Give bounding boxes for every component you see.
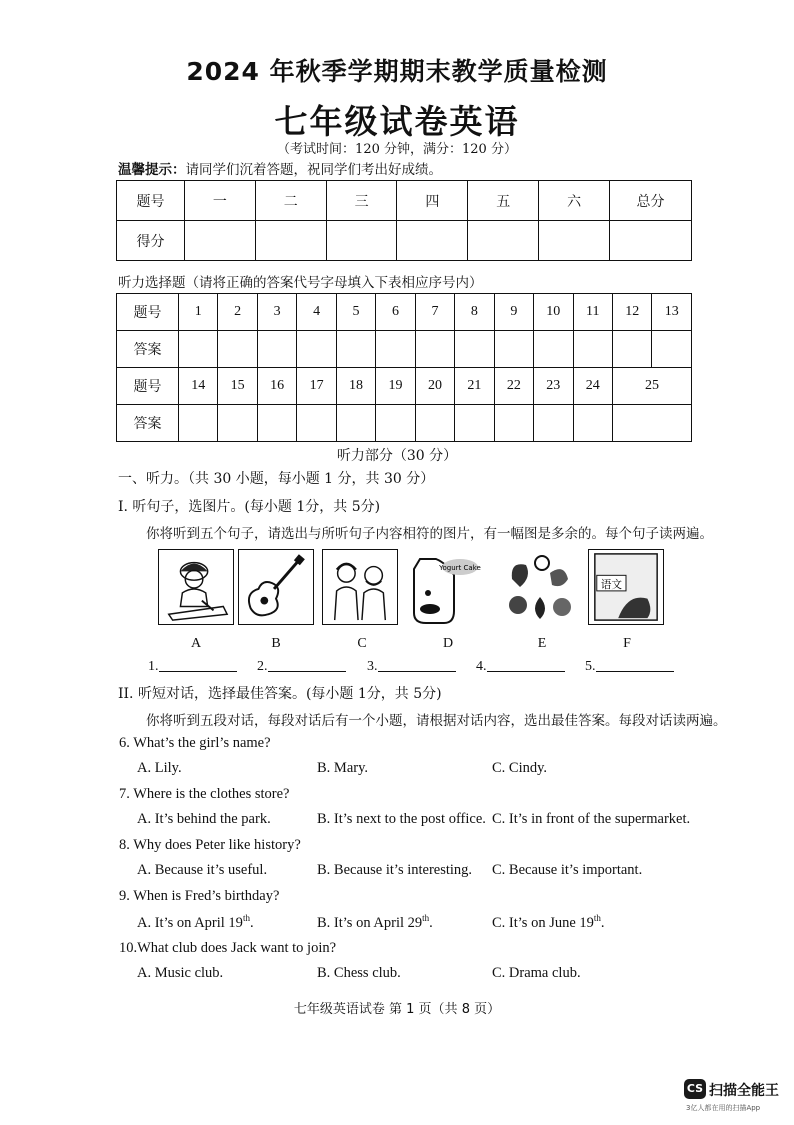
answer-cell[interactable] — [415, 331, 454, 368]
option-end: . — [249, 914, 254, 931]
picture-label: F — [623, 636, 631, 651]
sub2-instruction: 你将听到五段对话，每段对话后有一个小题，请根据对话内容，选出最佳答案。每段对话读两遍。 — [146, 713, 727, 729]
answer-cell[interactable] — [415, 405, 454, 442]
score-cell[interactable] — [468, 221, 539, 261]
picture-f — [588, 549, 664, 625]
answer-cell[interactable] — [652, 331, 692, 368]
question-number-cell: 21 — [455, 368, 494, 405]
score-header-cell: 三 — [326, 181, 397, 221]
answer-cell[interactable] — [218, 331, 257, 368]
score-header-cell: 题号 — [117, 181, 185, 221]
answer-row — [117, 331, 692, 368]
answer-cell[interactable] — [218, 405, 257, 442]
answer-cell[interactable] — [534, 331, 573, 368]
chinese-book-icon — [589, 550, 663, 624]
main-heading: 一、听力。（共 30 小题，每小题 1 分，共 30 分） — [118, 471, 435, 487]
question-number-cell: 25 — [612, 368, 691, 405]
answer-row-label: 答案 — [117, 331, 179, 368]
listening-part-title: 听力部分（30 分） — [336, 448, 458, 464]
score-header-cell: 五 — [468, 181, 539, 221]
answer-cell[interactable] — [179, 331, 218, 368]
option-c[interactable] — [492, 913, 605, 932]
question-number-cell: 22 — [494, 368, 533, 405]
question-number-cell: 20 — [415, 368, 454, 405]
score-row-label: 得分 — [117, 221, 185, 261]
sub2-heading: II. 听短对话，选择最佳答案。(每小题 1分，共 5分) — [118, 686, 442, 702]
number-row-label: 题号 — [117, 294, 179, 331]
listening-answer-table — [116, 293, 692, 442]
answer-cell[interactable] — [534, 405, 573, 442]
answer-blank[interactable] — [476, 657, 565, 675]
option-b[interactable]: B. It’s next to the post office. — [317, 811, 486, 827]
answer-cell[interactable] — [455, 331, 494, 368]
blank-number: 5. — [585, 659, 596, 674]
question-number-cell: 16 — [257, 368, 296, 405]
question-6: 6. What’s the girl’s name? — [119, 735, 271, 751]
picture-label: C — [357, 636, 367, 651]
score-row — [117, 221, 692, 261]
picture-c — [322, 549, 398, 625]
picture-label: A — [190, 636, 202, 651]
answer-cell[interactable] — [257, 405, 296, 442]
answer-cell[interactable] — [573, 405, 612, 442]
score-header-cell: 总分 — [610, 181, 692, 221]
question-number-cell: 15 — [218, 368, 257, 405]
question-number-cell: 18 — [336, 368, 375, 405]
listening-caption: 听力选择题（请将正确的答案代号字母填入下表相应序号内） — [118, 275, 483, 291]
answer-cell[interactable] — [494, 331, 533, 368]
tip — [118, 158, 442, 178]
score-table — [116, 180, 692, 261]
question-number-cell: 10 — [534, 294, 573, 331]
question-number-cell: 13 — [652, 294, 692, 331]
option-text: C. It’s on June 19 — [492, 914, 594, 931]
answer-cell[interactable] — [297, 331, 336, 368]
grandparents-icon — [323, 550, 397, 624]
picture-d — [406, 549, 482, 625]
tip-label: 温馨提示： — [118, 162, 186, 178]
option-b[interactable]: B. Chess club. — [317, 965, 401, 981]
answer-cell[interactable] — [376, 405, 415, 442]
ordinal-suffix: th — [242, 913, 250, 923]
score-cell[interactable] — [539, 221, 610, 261]
score-header-cell: 二 — [255, 181, 326, 221]
question-number-cell: 7 — [415, 294, 454, 331]
answer-cell[interactable] — [612, 405, 691, 442]
option-a[interactable]: A. It’s behind the park. — [137, 811, 271, 827]
option-a[interactable] — [137, 913, 254, 932]
question-number-cell: 9 — [494, 294, 533, 331]
number-row — [117, 294, 692, 331]
ordinal-suffix: th — [593, 913, 601, 923]
question-number-cell: 12 — [612, 294, 651, 331]
watermark-name: 扫描全能王 — [709, 1083, 779, 1099]
option-b[interactable] — [317, 913, 433, 932]
question-number-cell: 1 — [179, 294, 218, 331]
sub1-heading: I. 听句子，选图片。(每小题 1分，共 5分) — [118, 499, 381, 515]
score-header-cell: 六 — [539, 181, 610, 221]
option-end: . — [600, 914, 605, 931]
question-8: 8. Why does Peter like history? — [119, 837, 301, 853]
picture-label: E — [537, 636, 547, 651]
blank-number: 1. — [148, 659, 159, 674]
exam-title: 2024 年秋季学期期末教学质量检测 — [186, 57, 608, 86]
blank-number: 3. — [367, 659, 378, 674]
answer-cell[interactable] — [612, 331, 651, 368]
answer-cell[interactable] — [297, 405, 336, 442]
question-10: 10.What club does Jack want to join? — [119, 940, 337, 956]
ordinal-suffix: th — [422, 913, 430, 923]
answer-cell[interactable] — [336, 405, 375, 442]
option-text: A. It’s on April 19 — [137, 914, 243, 931]
question-7: 7. Where is the clothes store? — [119, 786, 290, 802]
option-text: B. It’s on April 29 — [317, 914, 423, 931]
question-number-cell: 6 — [376, 294, 415, 331]
score-cell[interactable] — [397, 221, 468, 261]
answer-blank[interactable] — [585, 657, 674, 675]
option-b[interactable]: B. Because it’s interesting. — [317, 862, 473, 878]
sub1-instruction: 你将听到五个句子，请选出与所听句子内容相符的图片，有一幅图是多余的。每个句子读两遍。 — [146, 526, 713, 542]
score-cell[interactable] — [255, 221, 326, 261]
score-header-cell: 一 — [185, 181, 256, 221]
question-number-cell: 5 — [336, 294, 375, 331]
answer-cell[interactable] — [573, 331, 612, 368]
picture-label: B — [271, 636, 281, 651]
score-cell[interactable] — [185, 221, 256, 261]
answer-cell[interactable] — [336, 331, 375, 368]
answer-row-label: 答案 — [117, 405, 179, 442]
exam-info: （考试时间：120 分钟，满分：120 分） — [277, 142, 517, 157]
question-number-cell: 24 — [573, 368, 612, 405]
blank-number: 2. — [257, 659, 268, 674]
answer-blank[interactable] — [257, 657, 346, 675]
exam-subtitle: 七年级试卷英语 — [274, 102, 520, 141]
answer-blank[interactable] — [367, 657, 456, 675]
score-cell[interactable] — [610, 221, 692, 261]
f-caption: 语文 — [600, 577, 623, 591]
option-end: . — [429, 914, 433, 931]
picture-label: D — [442, 636, 454, 651]
option-a[interactable]: A. Music club. — [137, 965, 224, 981]
question-number-cell: 19 — [376, 368, 415, 405]
girl-writing-icon — [159, 550, 233, 624]
question-number-cell: 4 — [297, 294, 336, 331]
answer-cell[interactable] — [455, 405, 494, 442]
option-c[interactable]: C. Cindy. — [492, 760, 548, 776]
number-row-label: 题号 — [117, 368, 179, 405]
vegetables-icon — [502, 549, 578, 625]
picture-a — [158, 549, 234, 625]
question-number-cell: 8 — [455, 294, 494, 331]
camscanner-logo-icon: CS — [684, 1079, 706, 1099]
tip-text: 请同学们沉着答题，祝同学们考出好成绩。 — [185, 162, 442, 178]
option-b[interactable]: B. Mary. — [317, 760, 369, 776]
question-number-cell: 23 — [534, 368, 573, 405]
question-9: 9. When is Fred’s birthday? — [119, 888, 280, 904]
question-number-cell: 17 — [297, 368, 336, 405]
question-number-cell: 11 — [573, 294, 612, 331]
option-c[interactable]: C. Drama club. — [492, 965, 581, 981]
score-cell[interactable] — [326, 221, 397, 261]
question-number-cell: 14 — [179, 368, 218, 405]
option-c[interactable]: C. Because it’s important. — [492, 862, 643, 878]
option-a[interactable]: A. Because it’s useful. — [137, 862, 268, 878]
guitar-icon — [239, 550, 313, 624]
answer-row — [117, 405, 692, 442]
question-number-cell: 2 — [218, 294, 257, 331]
score-header-cell: 四 — [397, 181, 468, 221]
answer-cell[interactable] — [376, 331, 415, 368]
question-number-cell: 3 — [257, 294, 296, 331]
answer-cell[interactable] — [257, 331, 296, 368]
answer-cell[interactable] — [494, 405, 533, 442]
milk-bottle-icon — [406, 549, 482, 625]
number-row — [117, 368, 692, 405]
watermark-sub: 3亿人都在用的扫描App — [686, 1104, 761, 1112]
picture-b — [238, 549, 314, 625]
page-footer: 七年级英语试卷 第 1 页（共 8 页） — [293, 1002, 501, 1017]
answer-blank[interactable] — [148, 657, 237, 675]
answer-cell[interactable] — [179, 405, 218, 442]
option-c[interactable]: C. It’s in front of the supermarket. — [492, 811, 691, 827]
score-header-row — [117, 181, 692, 221]
picture-e — [502, 549, 578, 625]
blank-number: 4. — [476, 659, 487, 674]
d-caption: Yogurt Cake — [439, 564, 481, 572]
option-a[interactable]: A. Lily. — [137, 760, 182, 776]
